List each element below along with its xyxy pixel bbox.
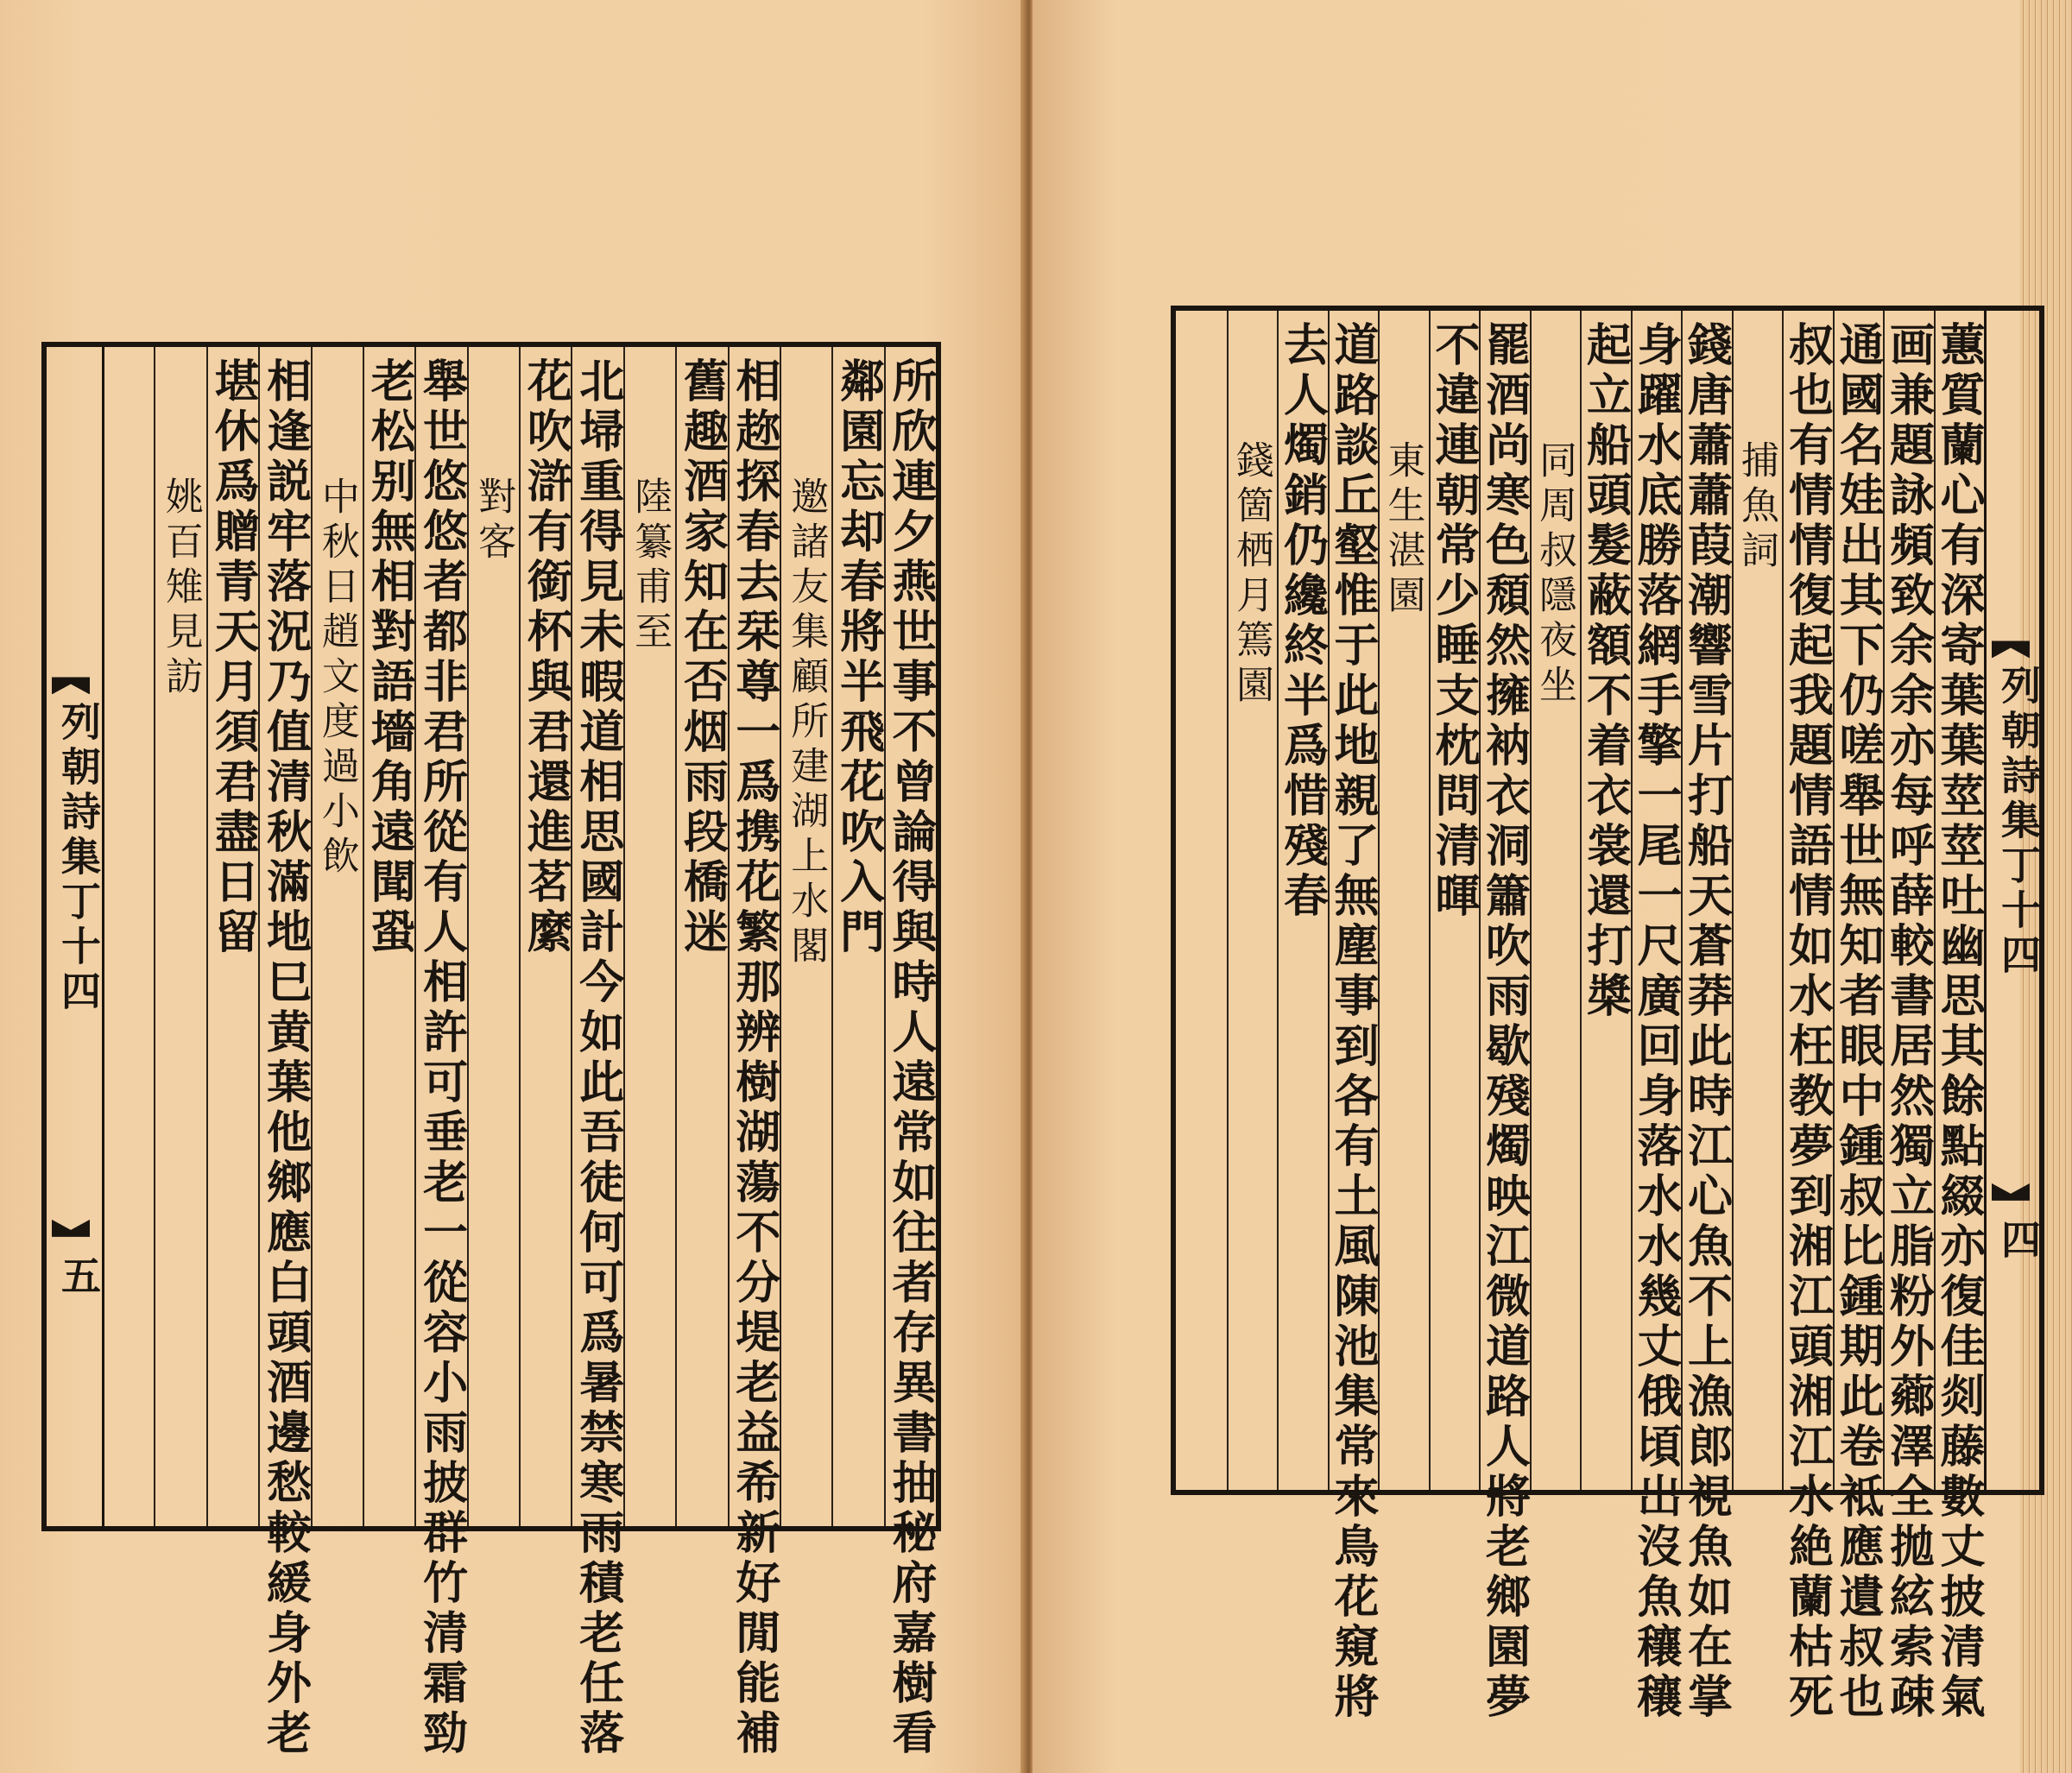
text-column [414,347,468,1759]
text-column [1881,311,1935,1723]
text-column [675,347,727,1526]
text-column [1780,311,1834,1723]
verse-line: 所欣連夕燕世事不曾論得與時人遠常如往者存異書抽秘府嘉樹看 [884,357,937,1759]
text-column [1477,311,1531,1723]
verse-line: 道路談丘壑惟于此地親了無塵事到各有土風陳池集常來鳥花窺將 [1326,321,1379,1723]
verse-line: 起立船頭髮蔽額不着衣裳還打槳 [1578,321,1632,1022]
text-column [831,347,883,1526]
text-column [1530,311,1581,1490]
text-column [1932,311,1985,1723]
text-column [727,347,780,1759]
text-column [1679,311,1733,1723]
text-column [519,347,571,1526]
banxin-title: 列朝詩集丁十四 [55,700,102,1015]
verse-line: 堪休爲贈青天月須君盡日留 [206,357,260,958]
text-column [780,347,831,1526]
verse-line: 老松别無相對語墻角遠聞蛩 [363,357,416,958]
text-column [571,347,624,1759]
verse-line: 通國名娃出其下仍嗟舉世無知者眼中鍾叔比鍾期此卷祗應遺叔也 [1831,321,1884,1723]
poem-title: 姚百雉見訪 [158,476,203,701]
banxin-title: 列朝詩集丁十四 [1995,664,2042,979]
fishtail-mark-top [1992,640,2030,658]
text-column [311,347,363,1526]
text-column [1326,311,1379,1723]
text-column [1227,311,1278,1490]
text-column [1732,311,1783,1490]
poem-title: 邀諸友集顧所建湖上水閣 [784,476,829,970]
text-column [1629,311,1682,1723]
poem-title: 錢箇栖月篶園 [1229,440,1273,710]
left-page-text-block [41,342,941,1759]
folio-number: 四 [1995,1218,2042,1264]
verse-line: 舉世悠悠者都非君所從有人相許可垂老一從容小雨披群竹清霜勁 [414,357,468,1759]
banxin-strip [47,347,104,1526]
verse-line: 錢唐蕭蕭葭潮響雪片打船天蒼莽此時江心魚不上漁郎視魚如在掌 [1679,321,1733,1723]
right-page-text-block [1171,306,2044,1723]
text-column [363,347,414,1526]
text-column [154,347,205,1526]
verse-line: 身躍水底勝落網手擎一尾一尺廣回身落水水幾丈俄頃出沒魚穰穰 [1629,321,1682,1723]
fishtail-mark-bottom [52,1220,90,1237]
text-column [884,347,937,1759]
poem-title: 中秋日趙文度過小飲 [314,476,359,880]
verse-line: 相逢説牢落況乃值清秋滿地巳黄葉他鄉應白頭酒邊愁較緩身外老 [258,357,312,1759]
text-column [206,347,258,1526]
left-page [0,0,1026,1773]
verse-line: 画兼題詠頻致余余亦每呼薛較書居然獨立脂粉外薌澤全拋絃索疎 [1881,321,1935,1723]
fishtail-mark-top [52,677,90,694]
banxin-strip [1984,311,2042,1490]
verse-line: 相趂探春去栞尊一爲携花繁那辨樹湖蕩不分堤老益希新好閒能補 [727,357,780,1759]
text-column [467,347,519,1526]
poem-title: 東生湛園 [1380,440,1425,620]
verse-line: 不違連朝常少睡支枕問清暉 [1427,321,1480,922]
verse-line: 叔也有情情復起我題情語情如水枉教夢到湘江頭湘江水絶蘭枯死 [1780,321,1834,1723]
text-column [623,347,675,1526]
verse-line: 花吹滸有銜杯與君還進茗縻 [519,357,572,958]
poem-title: 對客 [471,476,515,566]
text-column [1429,311,1480,1490]
verse-line: 舊趣酒家知在否烟雨段橋迷 [675,357,729,958]
text-column [1378,311,1429,1490]
text-column [1176,311,1227,1490]
text-column [258,347,312,1759]
text-column [1831,311,1884,1723]
folio-number: 五 [55,1254,102,1300]
verse-line: 北埽重得見未暇道相思國計今如此吾徒何可爲暑禁寒雨積老任落 [571,357,624,1759]
fishtail-mark-bottom [1992,1183,2030,1201]
verse-line: 蕙質蘭心有深寄葉葉莖莖吐幽思其餘點綴亦復佳剡藤數丈披清氣 [1932,321,1985,1723]
poem-title: 陸纂甫至 [628,476,673,656]
text-column [1277,311,1328,1490]
verse-line: 鄰園忘却春將半飛花吹入門 [831,357,885,958]
text-column [1580,311,1631,1490]
poem-title: 捕魚詞 [1734,440,1778,575]
verse-line: 罷酒尚寒色頹然擁衲衣洞簫吹雨歇殘燭映江微道路人將老鄉園夢 [1477,321,1531,1723]
verse-line: 去人燭銷仍纔終半爲惜殘春 [1275,321,1329,922]
poem-title: 同周叔隱夜坐 [1532,440,1576,710]
text-column [102,347,154,1526]
